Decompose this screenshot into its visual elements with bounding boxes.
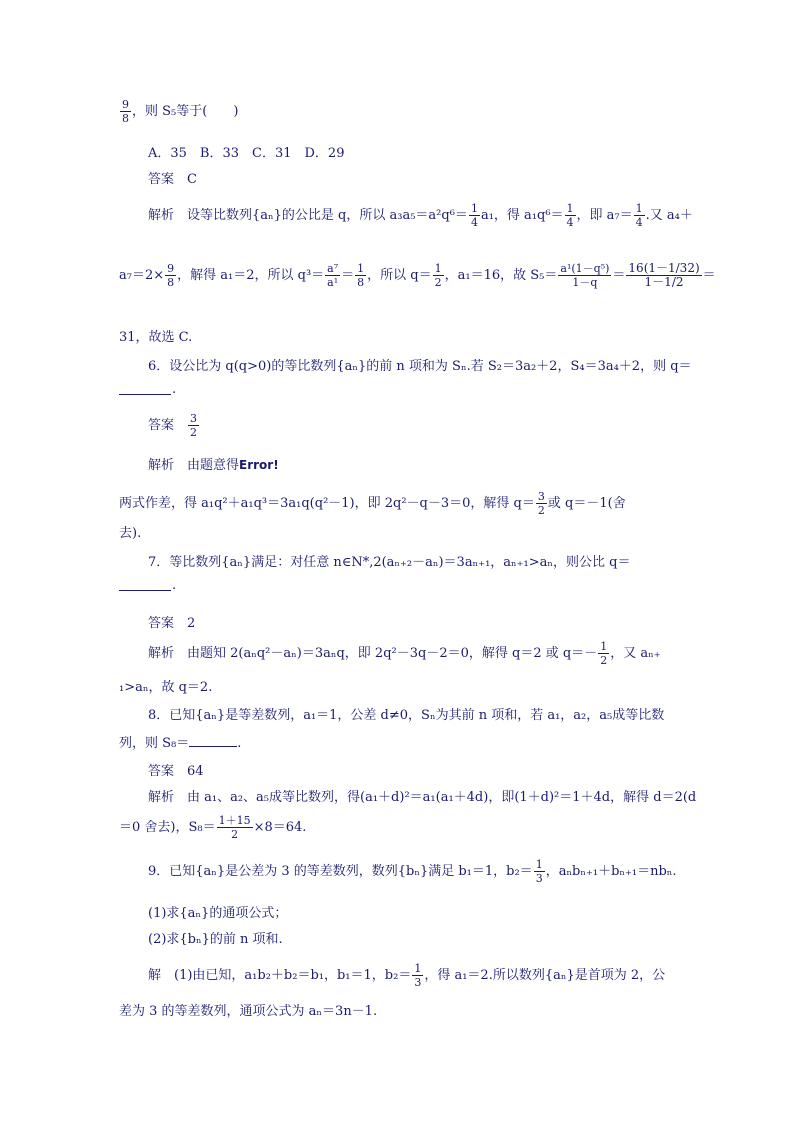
- question-8: 8．已知{aₙ}是等差数列，a₁＝1，公差 d≠0，Sₙ为其前 n 项和，若 a₁，a₂，a₅成等比数: [148, 708, 665, 723]
- fraction: $\frac{9}{8}$: [122, 98, 129, 125]
- answer: 答案 2: [148, 616, 196, 631]
- question-fragment: $\frac{9}{8}$ ，则 S₅等于( ): [122, 98, 239, 125]
- solution-line: 差为 3 的等差数列，通项公式为 aₙ＝3n－1.: [119, 1004, 378, 1019]
- question-7: 7．等比数列{aₙ}满足：对任意 n∈N*,2(aₙ₊₂－aₙ)＝3aₙ₊₁，aₙ₊₁>aₙ，则公比 q＝: [148, 555, 631, 570]
- answer: 答案 64: [148, 764, 204, 779]
- solution-line: 解析 由 a₁、a₂、a₅成等比数列，得(a₁＋d)²＝a₁(a₁＋4d)，即(1＋d)²＝1＋4d，解得 d＝2(d: [148, 790, 697, 805]
- answer-blank: [119, 590, 171, 591]
- solution-line: 解析 由题知 2(aₙq²－aₙ)＝3aₙq，即 2q²－3q－2＝0，解得 q＝2 或 q＝－ $\frac{1}{2}$ ，又 aₙ₊: [148, 640, 661, 667]
- question-8-cont: 列，则 S₈＝ .: [119, 736, 242, 751]
- part-1: (1)求{aₙ}的通项公式；: [148, 906, 288, 921]
- question-9: 9．已知{aₙ}是公差为 3 的等差数列，数列{bₙ}满足 b₁＝1，b₂＝ $\frac{1}{3}$ ，aₙbₙ₊₁＋bₙ₊₁＝nbₙ.: [148, 858, 677, 885]
- solution-line: 解 (1)由已知，a₁b₂＋b₂＝b₁，b₁＝1，b₂＝ $\frac{1}{3}$ ，得 a₁＝2.所以数列{aₙ}是首项为 2，公: [148, 962, 666, 989]
- solution-line: ＝0 舍去)，S₈＝ $\frac{1+15}{2}$ ×8＝64.: [119, 814, 307, 841]
- options: A．35 B．33 C．31 D．29: [148, 146, 345, 161]
- answer: 答案 C: [148, 172, 197, 187]
- solution-line: ₁>aₙ，故 q＝2.: [119, 680, 213, 695]
- answer: 答案 $\frac{3}{2}$: [148, 412, 198, 439]
- answer-blank: [119, 394, 171, 395]
- part-2: (2)求{bₙ}的前 n 项和.: [148, 932, 283, 947]
- solution-line: 去).: [119, 526, 142, 541]
- answer-blank: [189, 736, 237, 747]
- solution-line: 解析 由题意得Error!: [148, 458, 279, 473]
- question-6: 6．设公比为 q(q>0)的等比数列{aₙ}的前 n 项和为 Sₙ.若 S₂＝3a₂＋2，S₄＝3a₄＋2，则 q＝: [148, 359, 692, 374]
- solution-line: 解析 设等比数列{aₙ}的公比是 q，所以 a₃a₅＝a²q⁶＝ $\frac{1}{4}$ a₁，得 a₁q⁶＝ $\frac{1}{4}$ ，即 a₇＝ $\frac{1}{4}$ .又 a₄＋: [148, 202, 693, 229]
- solution-line: 两式作差，得 a₁q²＋a₁q³＝3a₁q(q²－1)，即 2q²－q－3＝0，解得 q＝ $\frac{3}{2}$ 或 q＝－1(舍: [119, 490, 626, 517]
- solution-line: a₇＝2× $\frac{9}{8}$ ，解得 a₁＝2，所以 q³＝ $\frac{\text{a⁷}}{\text{a¹}}$ ＝ $\frac{1}{8}$ ，所以 q＝ $\frac{1}{2}$ ，a₁＝16，故 S₅＝ $\frac{\text{a¹(1－q⁵)}}{1-q}$ ＝ $\frac{16(1-1/32)}{1-1/2}$ ＝: [119, 261, 716, 289]
- solution-line: 31，故选 C.: [119, 330, 193, 345]
